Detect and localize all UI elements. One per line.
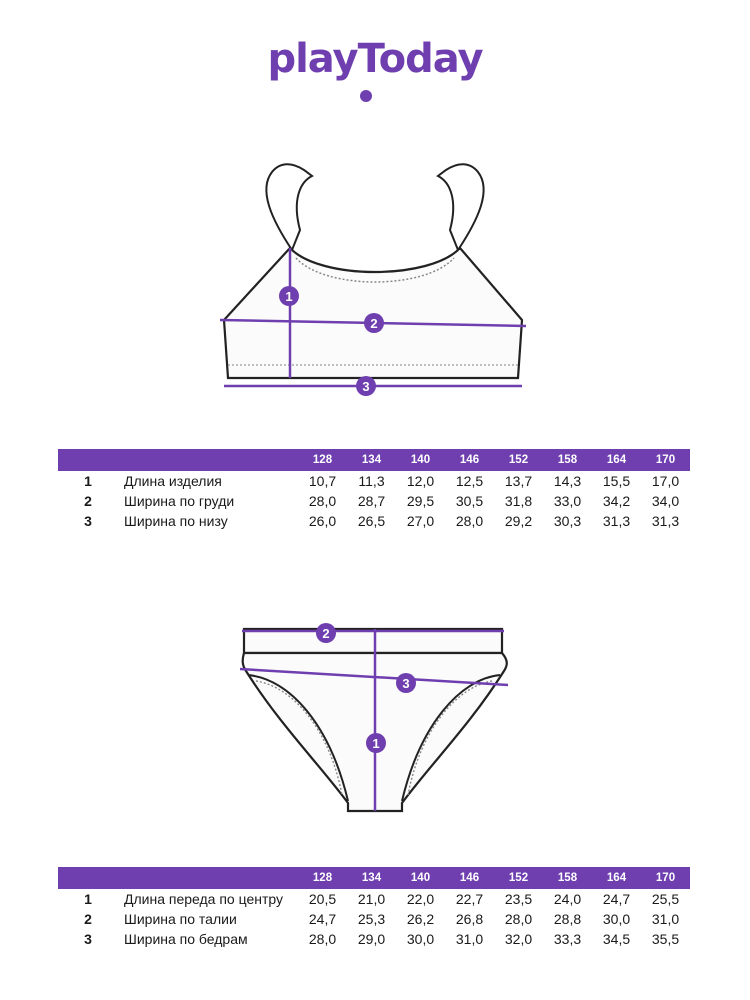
row-number: 3 <box>84 513 92 529</box>
cell-value: 26,2 <box>406 911 435 927</box>
top-marker-3-label: 3 <box>362 379 370 394</box>
bottom-garment-diagram <box>230 615 520 820</box>
cell-value: 12,5 <box>455 473 484 489</box>
cell-value: 31,0 <box>651 911 680 927</box>
size-header: 146 <box>445 867 494 889</box>
cell-value: 22,0 <box>406 891 435 907</box>
top-size-table <box>58 449 690 531</box>
row-number: 1 <box>84 891 92 907</box>
cell-value: 33,0 <box>553 493 582 509</box>
table-row <box>58 889 690 909</box>
cell-value: 30,0 <box>406 931 435 947</box>
row-label: Ширина по талии <box>124 911 237 927</box>
row-label: Ширина по груди <box>124 493 235 509</box>
cell-value: 14,3 <box>553 473 582 489</box>
size-header: 170 <box>641 867 690 889</box>
top-garment-diagram <box>200 150 550 400</box>
size-header: 164 <box>592 449 641 471</box>
table-row <box>58 491 690 511</box>
cell-value: 28,8 <box>553 911 582 927</box>
right-strap <box>438 164 484 250</box>
size-header: 140 <box>396 867 445 889</box>
cell-value: 29,5 <box>406 493 435 509</box>
cell-value: 34,5 <box>602 931 631 947</box>
cell-value: 20,5 <box>308 891 337 907</box>
row-number: 2 <box>84 911 92 927</box>
row-label: Ширина по низу <box>124 513 228 529</box>
cell-value: 31,8 <box>504 493 533 509</box>
cell-value: 35,5 <box>651 931 680 947</box>
cell-value: 32,0 <box>504 931 533 947</box>
size-header: 158 <box>543 867 592 889</box>
top-marker-1-label: 1 <box>285 289 293 304</box>
cell-value: 17,0 <box>651 473 680 489</box>
size-header: 170 <box>641 449 690 471</box>
size-header: 134 <box>347 449 396 471</box>
cell-value: 31,0 <box>455 931 484 947</box>
cell-value: 30,0 <box>602 911 631 927</box>
size-header: 140 <box>396 449 445 471</box>
table-row <box>58 511 690 531</box>
cell-value: 26,8 <box>455 911 484 927</box>
top-marker-2-label: 2 <box>370 316 378 331</box>
cell-value: 10,7 <box>308 473 337 489</box>
cell-value: 27,0 <box>406 513 435 529</box>
size-header: 146 <box>445 449 494 471</box>
brand-logo: playToday <box>267 36 483 82</box>
row-number: 2 <box>84 493 92 509</box>
cell-value: 31,3 <box>651 513 680 529</box>
cell-value: 29,2 <box>504 513 533 529</box>
table-row <box>58 929 690 949</box>
cell-value: 25,3 <box>357 911 386 927</box>
row-label: Ширина по бедрам <box>124 931 248 947</box>
cell-value: 22,7 <box>455 891 484 907</box>
cell-value: 30,5 <box>455 493 484 509</box>
cell-value: 34,0 <box>651 493 680 509</box>
cell-value: 24,7 <box>308 911 337 927</box>
cell-value: 28,0 <box>308 493 337 509</box>
cell-value: 26,5 <box>357 513 386 529</box>
cell-value: 33,3 <box>553 931 582 947</box>
cell-value: 15,5 <box>602 473 631 489</box>
size-header: 134 <box>347 867 396 889</box>
cell-value: 28,0 <box>308 931 337 947</box>
cell-value: 30,3 <box>553 513 582 529</box>
waistband <box>244 629 502 653</box>
table-row <box>58 909 690 929</box>
size-header: 158 <box>543 449 592 471</box>
row-number: 3 <box>84 931 92 947</box>
bottom-size-table <box>58 867 690 949</box>
table-row <box>58 471 690 491</box>
cell-value: 12,0 <box>406 473 435 489</box>
logo-dot <box>360 90 372 102</box>
size-header: 164 <box>592 867 641 889</box>
cell-value: 25,5 <box>651 891 680 907</box>
cell-value: 24,7 <box>602 891 631 907</box>
left-strap <box>266 164 312 250</box>
bottom-table-header <box>58 867 690 889</box>
row-number: 1 <box>84 473 92 489</box>
cell-value: 31,3 <box>602 513 631 529</box>
bottom-marker-2-label: 2 <box>322 626 330 641</box>
cell-value: 28,0 <box>455 513 484 529</box>
cell-value: 29,0 <box>357 931 386 947</box>
size-header: 152 <box>494 449 543 471</box>
bottom-marker-3-label: 3 <box>402 676 410 691</box>
cell-value: 28,7 <box>357 493 386 509</box>
cell-value: 24,0 <box>553 891 582 907</box>
cell-value: 21,0 <box>357 891 386 907</box>
row-label: Длина переда по центру <box>124 891 284 907</box>
size-header: 152 <box>494 867 543 889</box>
top-body <box>224 248 522 378</box>
cell-value: 26,0 <box>308 513 337 529</box>
cell-value: 23,5 <box>504 891 533 907</box>
top-table-header <box>58 449 690 471</box>
cell-value: 28,0 <box>504 911 533 927</box>
row-label: Длина изделия <box>124 473 222 489</box>
size-header: 128 <box>298 867 347 889</box>
bottom-marker-1-label: 1 <box>372 736 380 751</box>
cell-value: 13,7 <box>504 473 533 489</box>
cell-value: 11,3 <box>358 473 385 489</box>
size-header: 128 <box>298 449 347 471</box>
cell-value: 34,2 <box>602 493 631 509</box>
